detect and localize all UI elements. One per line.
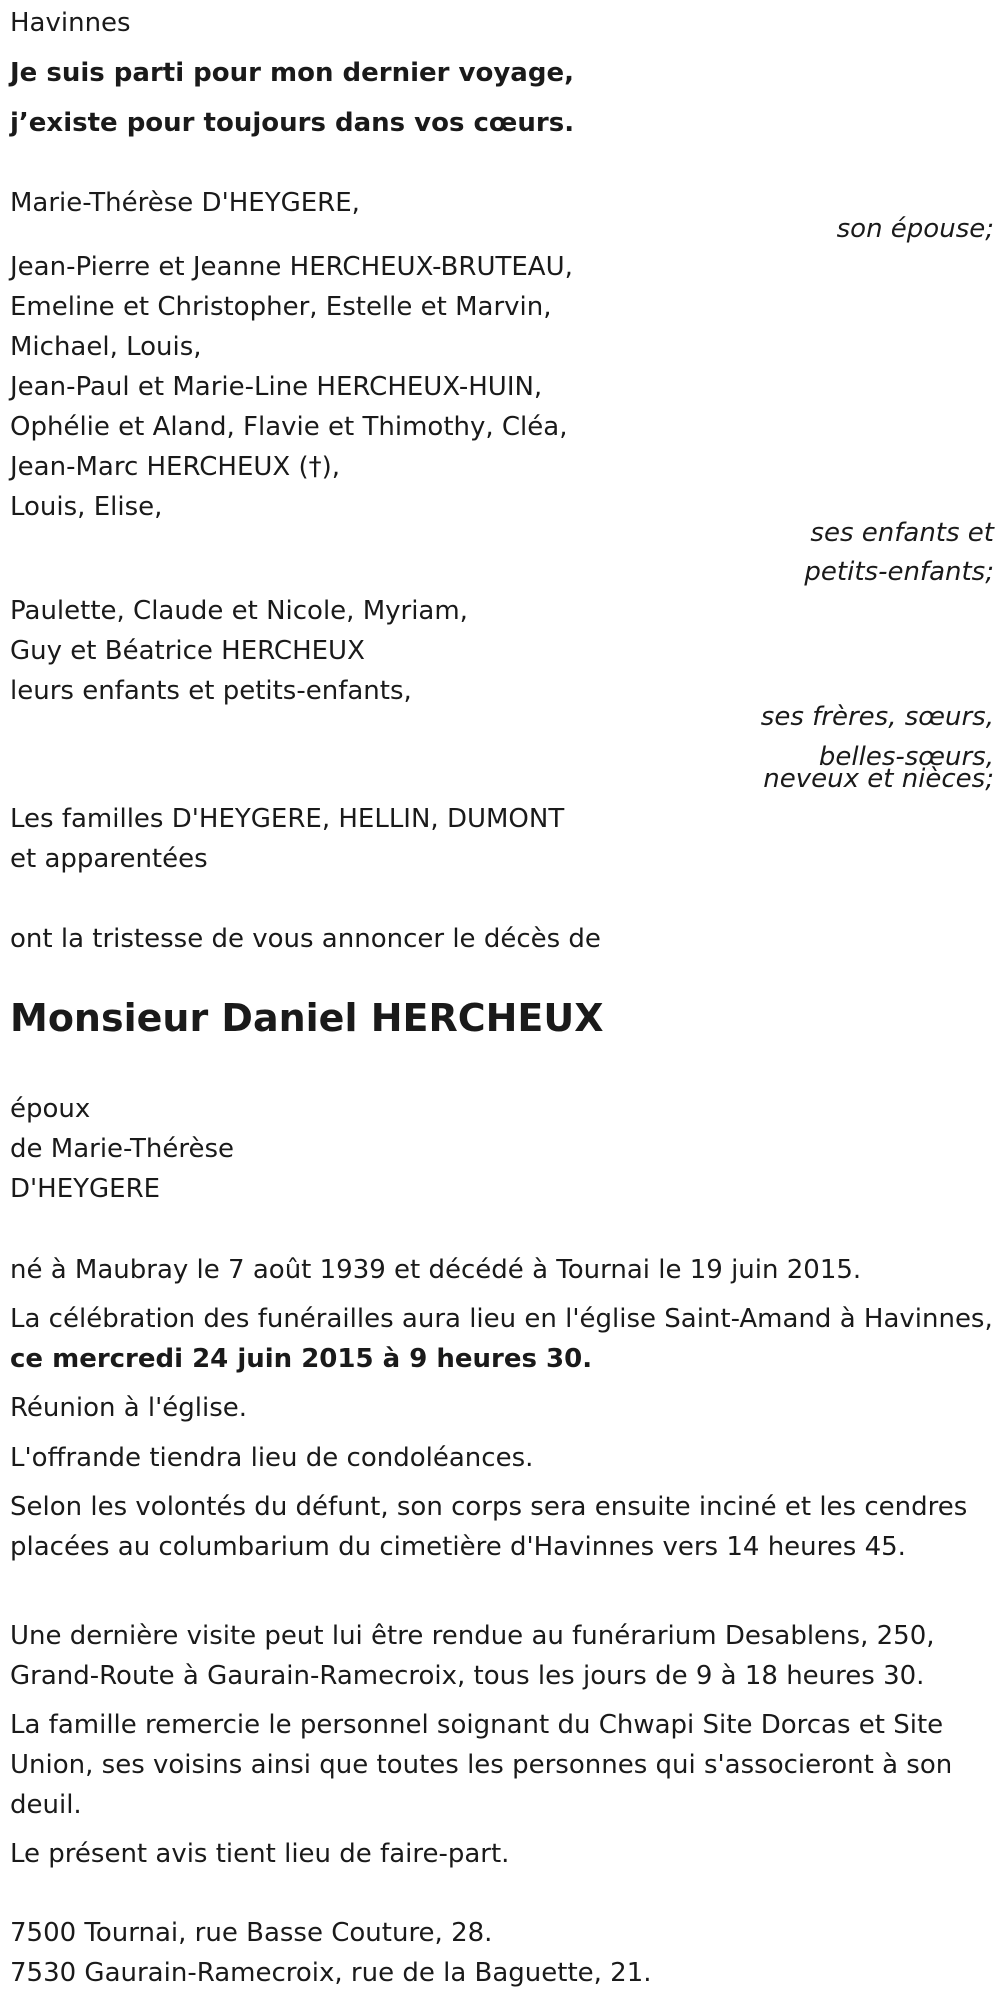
children-line: Michael, Louis, xyxy=(10,332,202,362)
announcement: ont la tristesse de vous annoncer le décès de xyxy=(10,924,601,954)
siblings-role-3: neveux et nièces; xyxy=(763,764,994,794)
families-line: et apparentées xyxy=(10,844,208,874)
families-line: Les familles D'HEYGERE, HELLIN, DUMONT xyxy=(10,804,565,834)
funeral-text: La célébration des funérailles aura lieu en l'église Saint-Amand à Havinnes, xyxy=(10,1304,993,1334)
verse-line-1: Je suis parti pour mon dernier voyage, xyxy=(10,58,574,88)
children-line: Jean-Pierre et Jeanne HERCHEUX-BRUTEAU, xyxy=(10,252,573,282)
children-line: Louis, Elise, xyxy=(10,492,163,522)
address-line: 7500 Tournai, rue Basse Couture, 28. xyxy=(10,1918,493,1948)
funeral-date: ce mercredi 24 juin 2015 à 9 heures 30. xyxy=(10,1344,593,1374)
deceased-name: Monsieur Daniel HERCHEUX xyxy=(10,996,604,1040)
children-line: Jean-Paul et Marie-Line HERCHEUX-HUIN, xyxy=(10,372,543,402)
visit-text: Une dernière visite peut lui être rendue au funérarium Desablens, 250, Grand-Route à Gaurain-Ramecroix, tous les jours de 9 à 18 heures 30. xyxy=(10,1621,935,1691)
offering-text: L'offrande tiendra lieu de condoléances. xyxy=(10,1443,534,1473)
address-line: 7530 Gaurain-Ramecroix, rue de la Baguette, 21. xyxy=(10,1958,652,1988)
children-role-2: petits-enfants; xyxy=(804,557,994,587)
siblings-line: Paulette, Claude et Nicole, Myriam, xyxy=(10,596,468,626)
spouse-role: son épouse; xyxy=(836,214,994,244)
children-role-1: ses enfants et xyxy=(810,518,994,548)
notice-text: Le présent avis tient lieu de faire-part. xyxy=(10,1839,510,1869)
relation-line: D'HEYGERE xyxy=(10,1174,161,1204)
relation-line: de Marie-Thérèse xyxy=(10,1134,235,1164)
siblings-line: Guy et Béatrice HERCHEUX xyxy=(10,636,365,666)
birth-death-text: né à Maubray le 7 août 1939 et décédé à Tournai le 19 juin 2015. xyxy=(10,1255,862,1285)
funeral-paragraph xyxy=(10,1299,995,1379)
place-heading: Havinnes xyxy=(10,8,131,38)
children-line: Ophélie et Aland, Flavie et Thimothy, Cléa, xyxy=(10,412,568,442)
thanks-text: La famille remercie le personnel soignant du Chwapi Site Dorcas et Site Union, ses voisins ainsi que toutes les personnes qui s'associeront à son deuil. xyxy=(10,1710,953,1820)
children-line: Jean-Marc HERCHEUX (†), xyxy=(10,452,341,482)
relation-line: époux xyxy=(10,1094,91,1124)
siblings-role-2: belles-sœurs, xyxy=(818,742,994,772)
siblings-role-1: ses frères, sœurs, xyxy=(760,702,994,732)
meeting-text: Réunion à l'église. xyxy=(10,1393,248,1423)
cremation-text: Selon les volontés du défunt, son corps sera ensuite inciné et les cendres placées au columbarium du cimetière d'Havinnes vers 14 heures 45. xyxy=(10,1492,968,1562)
verse-line-2: j’existe pour toujours dans vos cœurs. xyxy=(10,108,575,138)
spouse-name: Marie-Thérèse D'HEYGERE, xyxy=(10,188,360,218)
children-line: Emeline et Christopher, Estelle et Marvin, xyxy=(10,292,552,322)
siblings-line: leurs enfants et petits-enfants, xyxy=(10,676,412,706)
